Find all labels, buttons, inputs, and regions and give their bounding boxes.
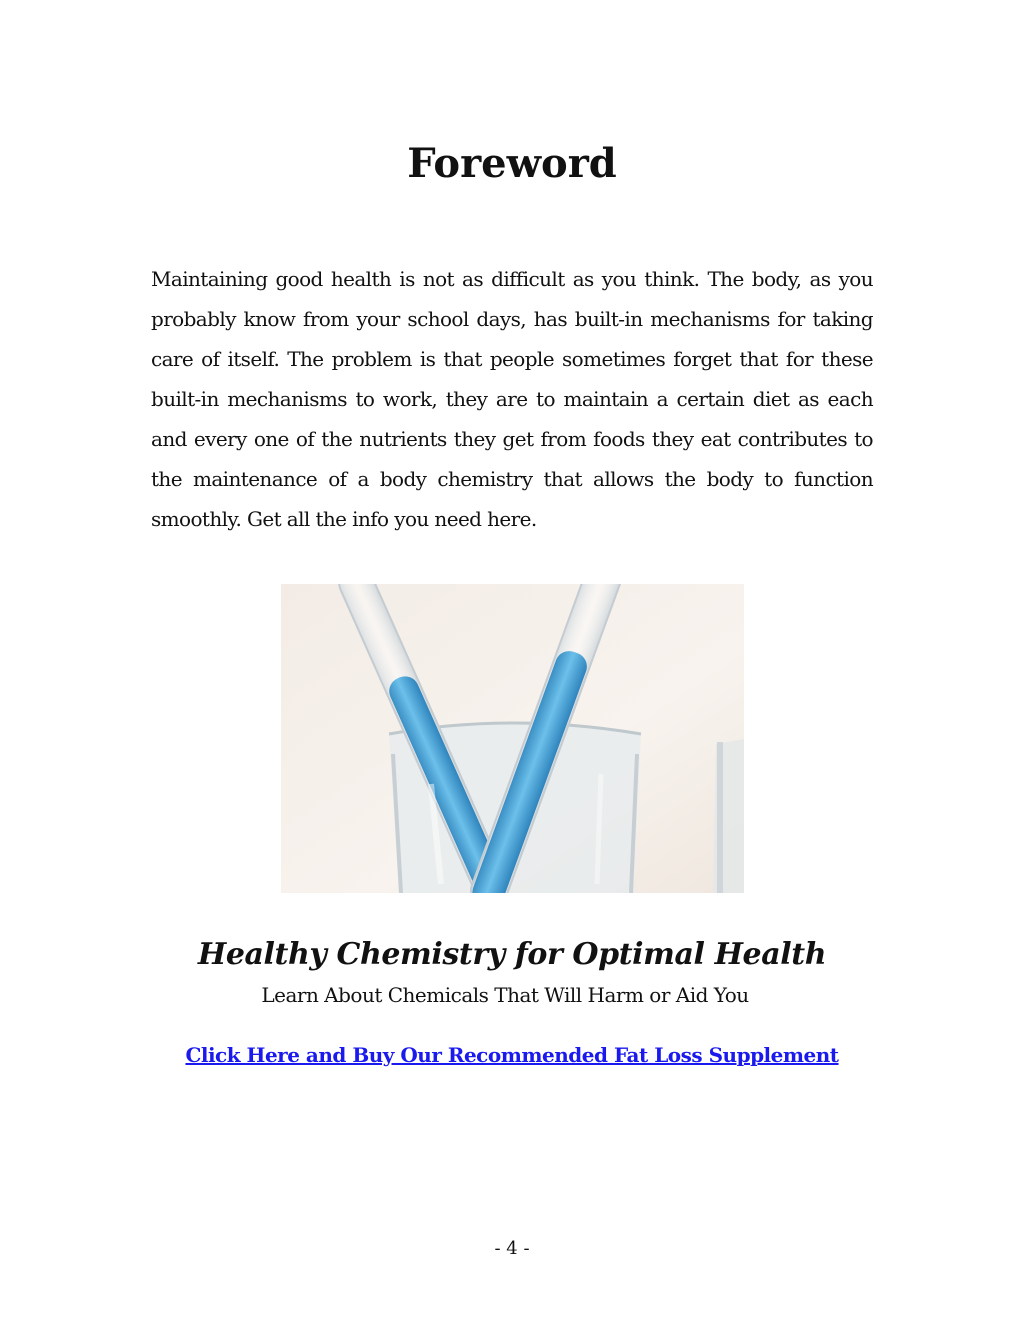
book-tagline: Learn About Chemicals That Will Harm or Aid You (261, 983, 749, 1007)
buy-supplement-link[interactable]: Click Here and Buy Our Recommended Fat Loss Supplement (185, 1043, 839, 1067)
foreword-paragraph: Maintaining good health is not as difficult as you think. The body, as you probably know from your school days, has built-in mechanisms for taking care of itself. The problem is that people sometimes forget that for these built-in mechanisms to work, they are to maintain a certain diet as each and every one of the nutrients they get from foods they eat contributes to the maintenance of a body chemistry that allows the body to function smoothly. Get all the info you need here. (151, 267, 873, 531)
cta-container (0, 1040, 1024, 1070)
book-title: Healthy Chemistry for Optimal Health (197, 937, 827, 972)
page-title: Foreword (407, 140, 617, 187)
test-tubes-photo (281, 584, 744, 893)
page-number: - 4 - (494, 1238, 530, 1259)
